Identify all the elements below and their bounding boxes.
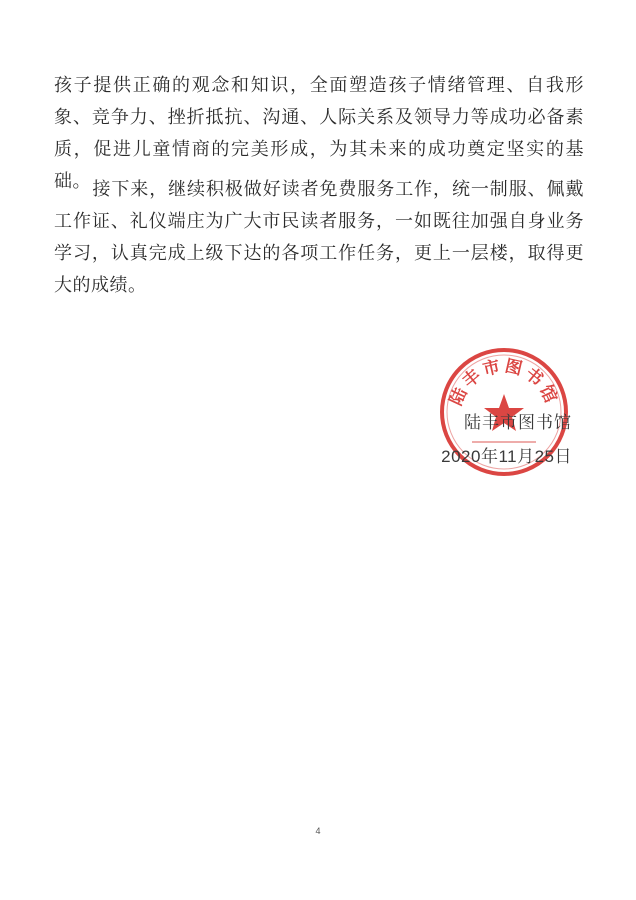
paragraph-next-steps-text: 接下来，继续积极做好读者免费服务工作，统一制服、佩戴工作证、礼仪端庄为广大市民读者服务，一如既往加强自身业务学习，认真完成上级下达的各项工作任务，更上一层楼，取得更大的成绩。 [54, 179, 584, 296]
signoff-date: 2020年11月25日 [441, 447, 572, 466]
paragraph-continued: 孩子提供正确的观念和知识，全面塑造孩子情绪管理、自我形象、竞争力、挫折抵抗、沟通、人际关系及领导力等成功必备素质，促进儿童情商的完美形成，为其未来的成功奠定坚实的基础。 [54, 75, 584, 192]
page-number: 4 [315, 826, 321, 836]
signoff-organization: 陆丰市图书馆 [464, 413, 572, 433]
svg-text:陆丰市图书馆: 陆丰市图书馆 [446, 356, 562, 409]
paragraph-next-steps [54, 174, 584, 302]
